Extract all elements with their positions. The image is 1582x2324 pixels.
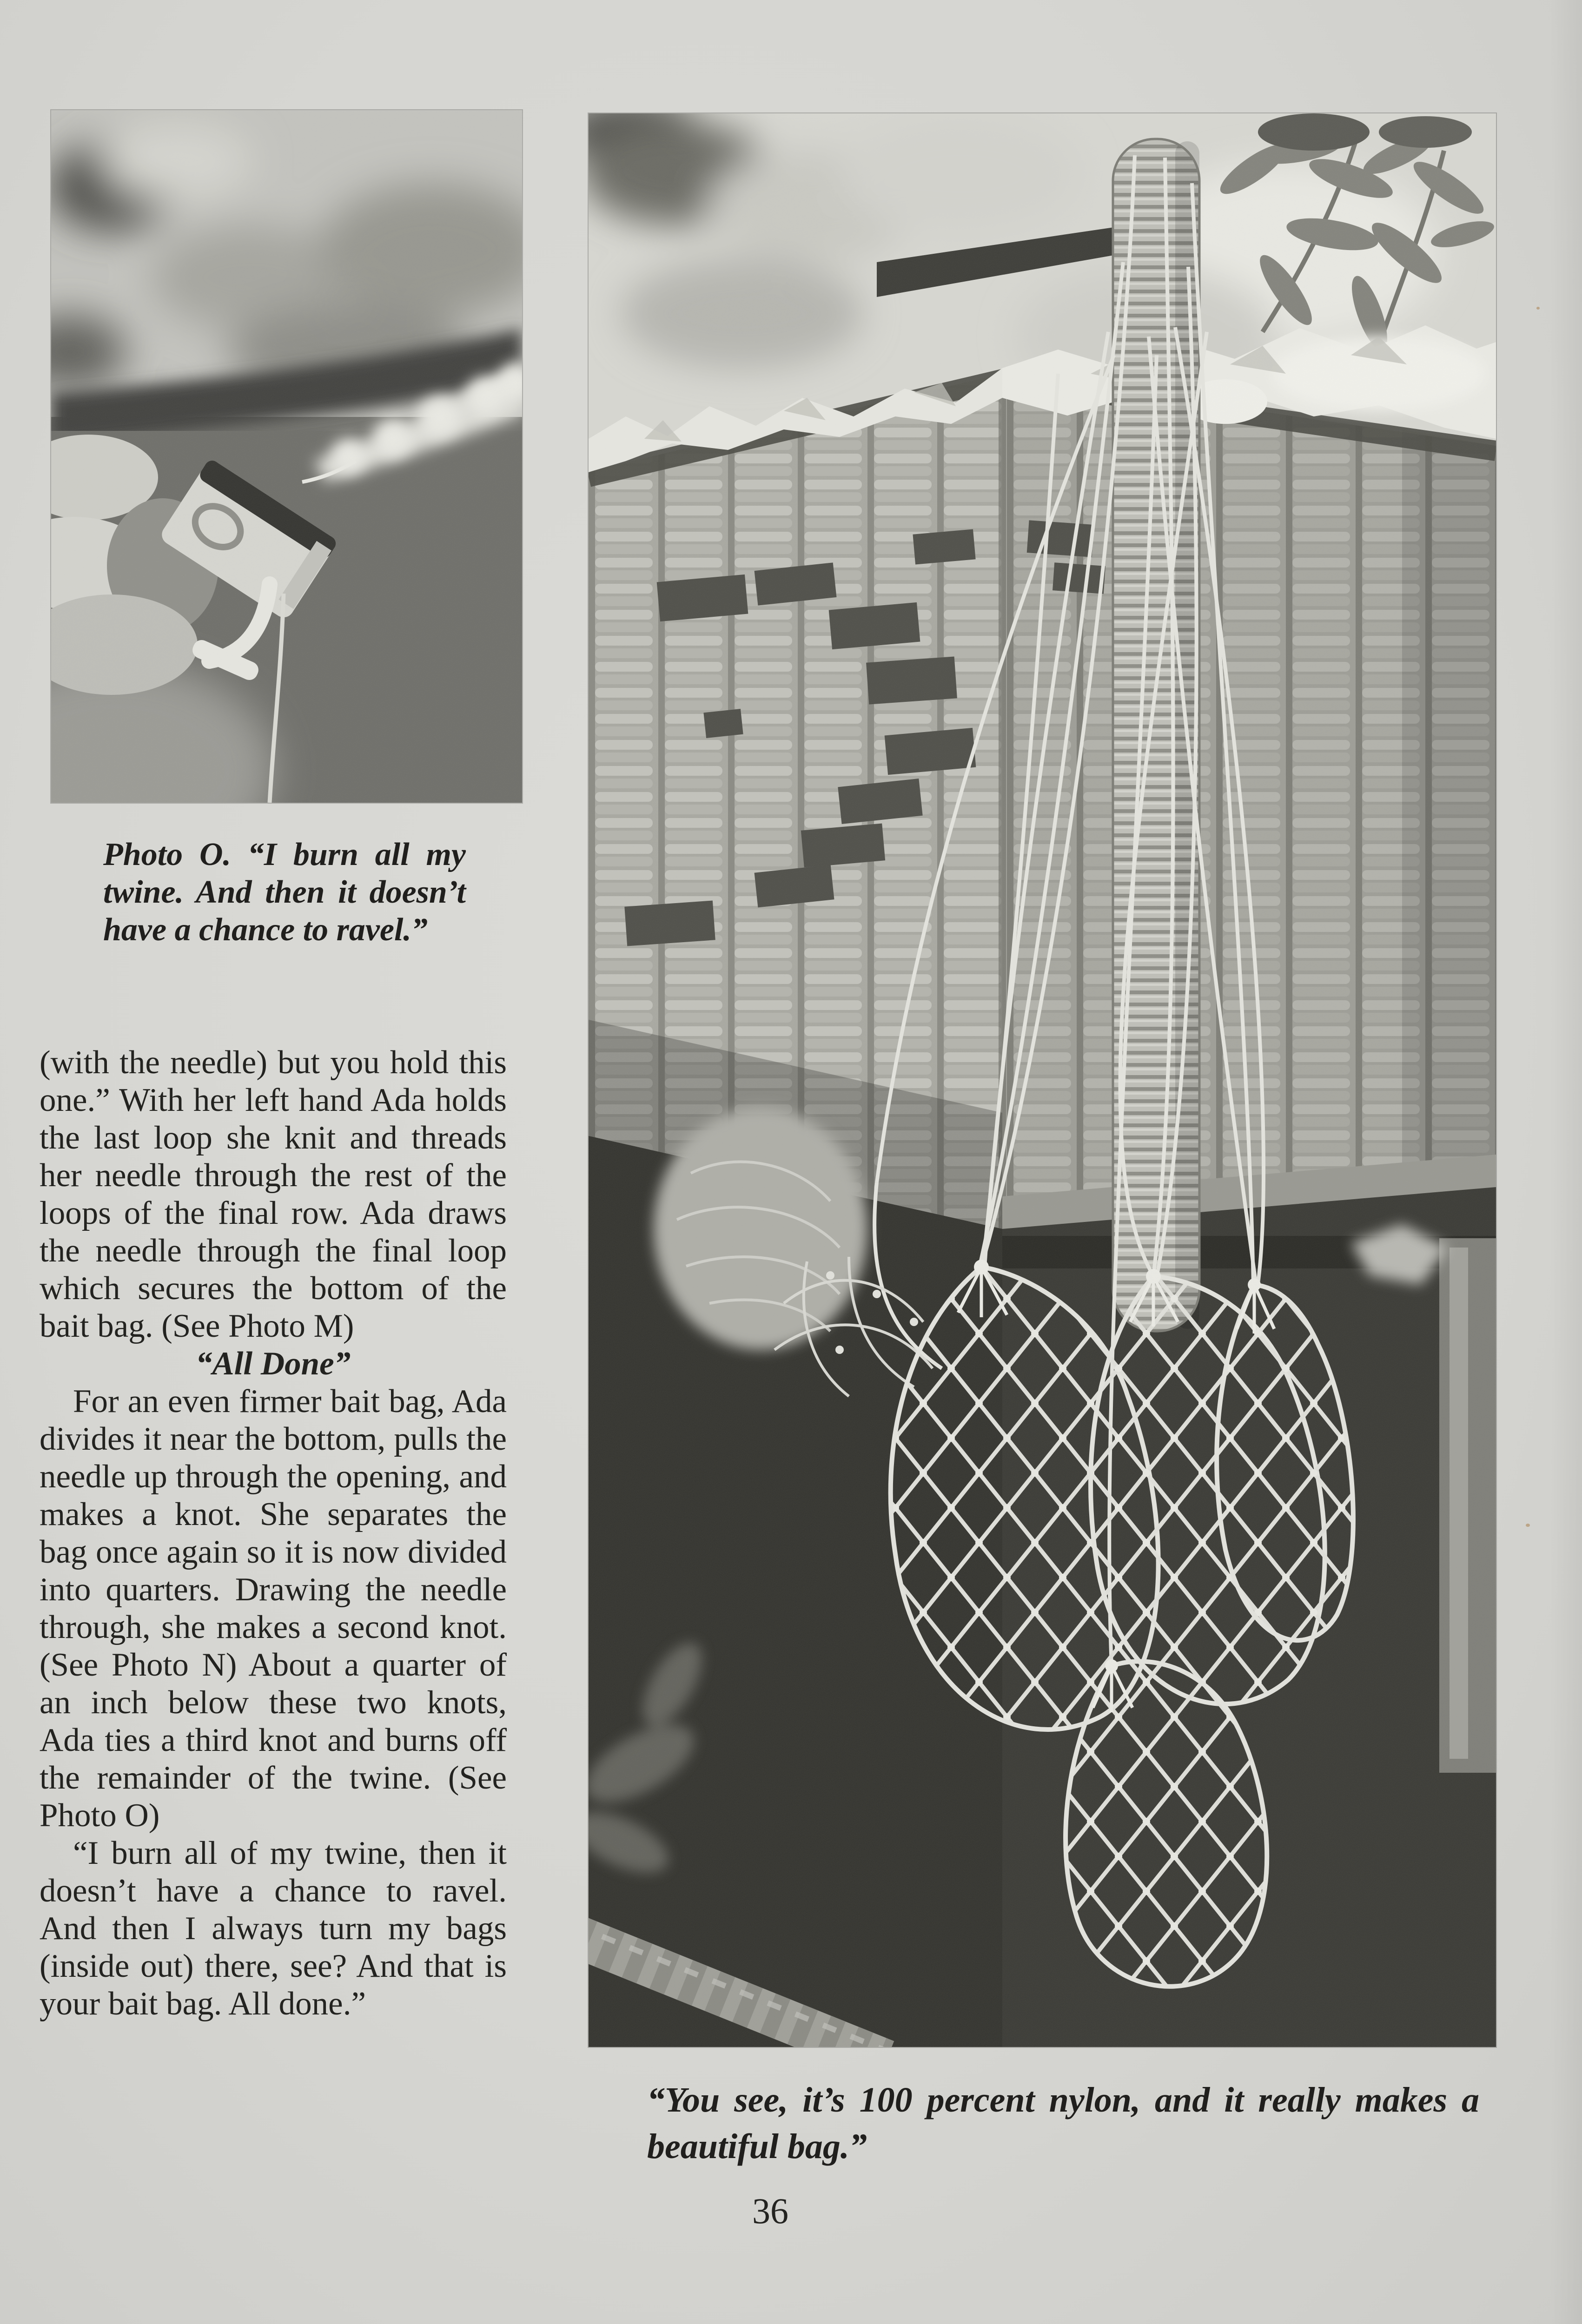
film-grain xyxy=(589,113,1496,2047)
bait-bags-image xyxy=(589,113,1496,2047)
bait-bags-figure xyxy=(589,113,1496,2047)
photo-o-figure xyxy=(51,110,522,803)
paper-speck xyxy=(1526,1524,1530,1527)
body-paragraph-1: (with the needle) but you hold this one.” With her left hand Ada holds the last loop she knit and threads her needle through the rest of the loops of the final row. Ada draws the needle through the final loop which secures the bottom of the bait bag. (See Photo M) xyxy=(40,1044,507,1344)
page-number: 36 xyxy=(752,2191,788,2231)
photo-o-caption: Photo O. “I burn all my twine. And then it doesn’t have a chance to ravel.” xyxy=(103,837,466,948)
article-body-text xyxy=(40,1044,507,2023)
paper-speck xyxy=(1536,307,1540,310)
photo-o-image xyxy=(51,110,522,803)
body-paragraph-2: For an even firmer bait bag, Ada divides it near the bottom, pulls the needle up through the opening, and makes a knot. She separates the bag once again so it is now divided into quarters. Drawing the needle through, she makes a second knot. (See Photo N) About a quarter of an inch below these two knots, Ada ties a third knot and burns off the remainder of the twine. (See Photo O) xyxy=(40,1383,507,1834)
film-grain xyxy=(51,110,522,803)
bait-bags-caption: “You see, it’s 100 percent nylon, and it really makes a beautiful bag.” xyxy=(647,2080,1479,2166)
all-done-heading: “All Done” xyxy=(195,1346,351,1382)
body-paragraph-3: “I burn all of my twine, then it doesn’t have a chance to ravel. And then I always turn my bags (inside out) there, see? And that is your bait bag. All done.” xyxy=(40,1835,507,2022)
